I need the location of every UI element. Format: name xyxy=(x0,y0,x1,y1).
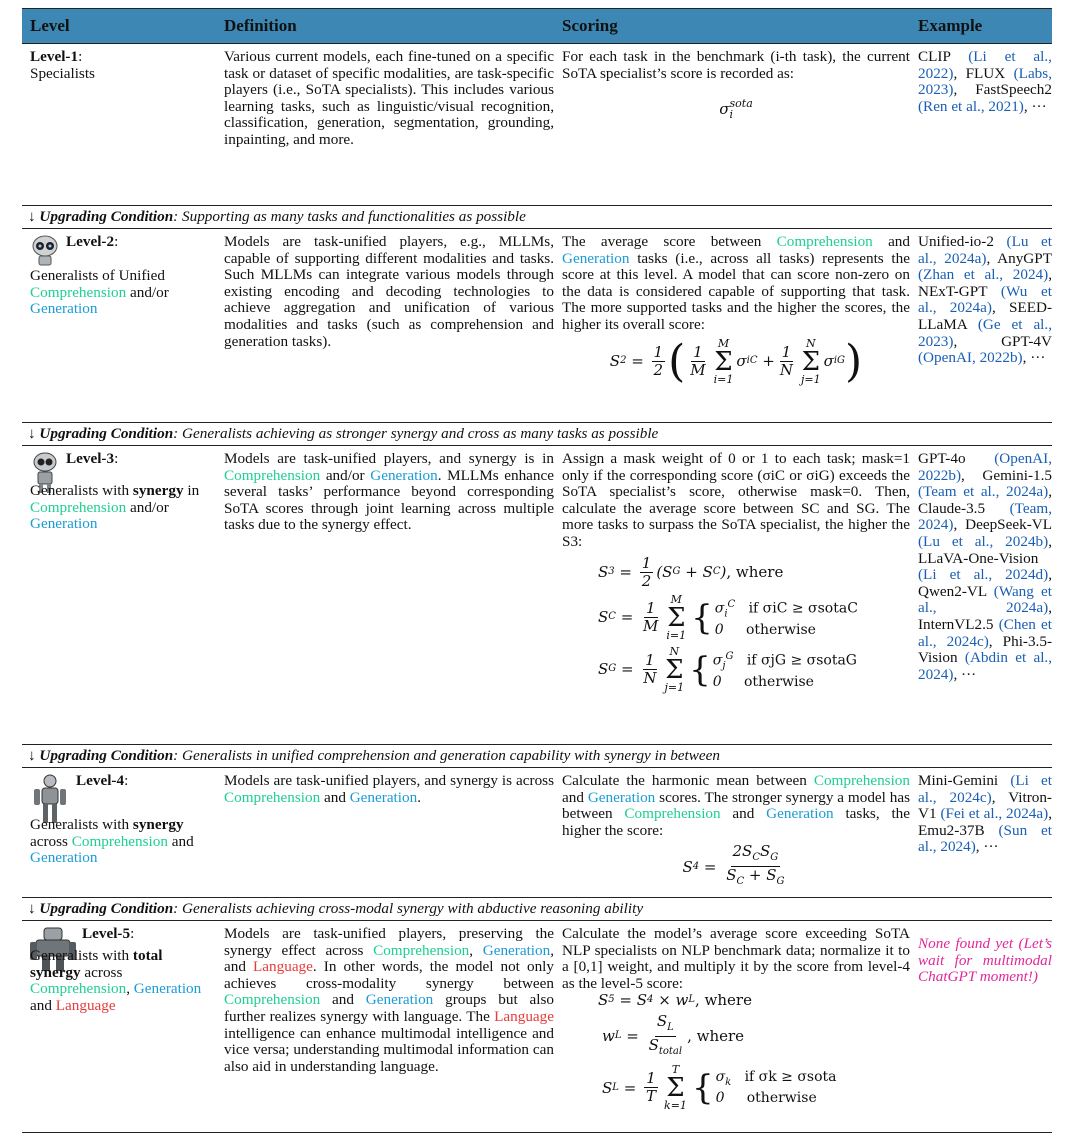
header-scoring: Scoring xyxy=(562,15,618,35)
level-3-definition: Models are task-unified players, and synergy is in Comprehension and/or Generation. MLLMs enhance several tasks’ performance beyond corresponding SoTA scores through joint learning across multiple tasks due to the synergy effect. xyxy=(224,450,554,534)
level-5-definition: Models are task-unified players, preserving the synergy effect across Comprehension, Generation, and Language. In other words, the model not only achieves cross-modality synergy between Comprehension and Generation groups but also further realizes synergy with language. The Language intelligence can enhance multimodal intelligence and vice versa; understanding multimodal information can also aid in understanding language. xyxy=(224,925,555,1075)
level-1-title: Level-1 xyxy=(30,48,79,65)
level-2-robot-icon xyxy=(30,234,60,266)
level-1-examples: CLIP (Li et al., 2022), FLUX (Labs, 2023), FastSpeech2 (Ren et al., 2021), ··· xyxy=(918,48,1052,115)
header-example: Example xyxy=(918,15,983,35)
level-3-examples: GPT-4o (OpenAI, 2022b), Gemini-1.5 (Team et al., 2024a), Claude-3.5 (Team, 2024), DeepSeek-VL (Lu et al., 2024b), LLaVA-One-Vision (Li et al., 2024d), Qwen2-VL (Wang et al., 2024a), InternVL2.5 (Chen et al., 2024c), Phi-3.5-Vision (Abdin et al., 2024), ··· xyxy=(918,450,1053,683)
level-3-scoring: Assign a mask weight of 0 or 1 to each task; mask=1 only if the corresponding score (σiC or σiG) exceeds the SoTA specialist’s score, otherwise mask=0. Then, calculate the average score between SC and SG. The more tasks to surpass the SoTA specialist, the higher the S3: xyxy=(562,450,910,550)
level-3-subtitle: Generalists with synergy in Comprehension and/or Generation xyxy=(30,482,200,533)
level-5-formula-s5: S 5 = S 4 × w L , where xyxy=(598,991,752,1010)
table-header xyxy=(22,8,1052,44)
level-3-formula-sg: S G = $\frac{1}{N}$ N Σ j=1 { $\sigma_j^G$ if σjG ≥ σsotaG 0 otherwise xyxy=(598,644,857,694)
level-1-row: Level-1: Specialists Various current models, each fine-tuned on a specific task or dataset of specific modalities, are task-specific players (i.e., SoTA specialists). This includes various learning tasks, such as linguistic/visual recognition, classification, generation, segmentation, grounding, inpainting, and more. For each task in the benchmark (i-th task), the current SoTA specialist’s score is recorded as: σ sota i CLIP (Li et al., 2022), FLUX (Labs, 2023), FastSpeech2 (Ren et al., 2021), ··· xyxy=(22,44,1052,206)
level-3-title: Level-3 xyxy=(66,450,115,467)
level-1-definition: Various current models, each fine-tuned on a specific task or dataset of specific modalities, are task-specific players (i.e., SoTA specialists). This includes various learning tasks, such as linguistic/visual recognition, classification, generation, segmentation, grounding, inpainting, and more. xyxy=(224,48,554,148)
level-1-formula: σ sota i xyxy=(719,97,753,122)
level-1-subtitle: Specialists xyxy=(30,64,95,82)
upgrading-condition-4: ↓ Upgrading Condition : Generalists achieving cross-modal synergy with abductive reasoning ability xyxy=(22,898,1052,921)
upgrading-condition-3: ↓ Upgrading Condition : Generalists in unified comprehension and generation capability with synergy in between xyxy=(22,745,1052,768)
level-5-subtitle: Generalists with total synergy across Comprehension, Generation and Language xyxy=(30,947,202,1014)
level-5-formula-wl: w L = $\frac{S_L}{S_{total}}$ , where xyxy=(602,1011,745,1057)
level-4-examples: Mini-Gemini (Li et al., 2024c), Vitron-V1 (Fei et al., 2024a), Emu2-37B (Sun et al., 2024), ··· xyxy=(918,772,1053,856)
level-4-definition: Models are task-unified players, and synergy is across Comprehension and Generation. xyxy=(224,772,554,806)
level-4-row: Level-4: Generalists with synergy across Comprehension and Generation Models are task-unified players, and synergy is across Comprehension and Generation. Calculate the harmonic mean between Comprehension and Generation scores. The stronger synergy a model has between Comprehension and Generation tasks, the higher the score: S 4 = $\frac{2S_CS_G}{S_C + S_G}$ Mini-Gemini (Li et al., 2024c), Vitron-V1 (Fei et al., 2024a), Emu2-37B (Sun et al., 2024), ··· xyxy=(22,768,1052,898)
level-5-title: Level-5 xyxy=(82,925,131,942)
level-2-definition: Models are task-unified players, e.g., MLLMs, capable of supporting different modalities and tasks. Such MLLMs can integrate various models through existing encoding and decoding technologies to achieve aggregation and unification of various modalities and tasks (such as comprehension and generation tasks). xyxy=(224,233,554,350)
level-2-formula: S 2 = $\frac{1}{2}$ ( $\frac{1}{M}$ M Σ i=1 σ i C + $\frac{1}{N}$ N Σ j=1 σ i G ) xyxy=(609,335,863,387)
level-2-title: Level-2 xyxy=(66,233,115,250)
level-2-subtitle: Generalists of Unified Comprehension and/or Generation xyxy=(30,267,169,318)
level-5-example: None found yet (Let’s wait for multimodal ChatGPT moment!) xyxy=(918,935,1052,986)
level-4-title: Level-4 xyxy=(76,772,125,789)
level-3-formula-s3: S 3 = $\frac{1}{2}$ (S G + S C ) , where xyxy=(598,553,784,590)
header-definition: Definition xyxy=(224,15,297,35)
level-4-scoring: Calculate the harmonic mean between Comprehension and Generation scores. The stronger synergy a model has between Comprehension and Generation tasks, the higher the score: xyxy=(562,772,910,839)
header-level: Level xyxy=(30,15,70,35)
levels-table xyxy=(22,8,1052,1133)
level-2-scoring: The average score between Comprehension and Generation tasks (i.e., across all tasks) represents the score at this level. A model that can score non-zero on the data is considered capable of supporting that task. The more supported tasks and the higher the scores, the higher its overall score: xyxy=(562,233,910,333)
level-3-formula-sc: S C = $\frac{1}{M}$ M Σ i=1 { $\sigma_i^C$ if σiC ≥ σsotaC 0 otherwise xyxy=(598,592,858,642)
level-1-scoring: For each task in the benchmark (i-th task), the current SoTA specialist’s score is recorded as: xyxy=(562,48,910,82)
upgrading-condition-1: ↓ Upgrading Condition : Supporting as many tasks and functionalities as possible xyxy=(22,206,1052,229)
level-5-scoring: Calculate the model’s average score exceeding SoTA NLP specialists on NLP benchmark data; normalize it to a [0,1] weight, and multiply it by the score from level-4 as the level-5 score: xyxy=(562,925,910,992)
level-5-formula-sl: S L = $\frac{1}{T}$ T Σ k=1 { $\sigma_k$ if σk ≥ σsota 0 otherwise xyxy=(602,1062,837,1112)
level-3-row: Level-3: Generalists with synergy in Comprehension and/or Generation Models are task-unified players, and synergy is in Comprehension and/or Generation. MLLMs enhance several tasks’ performance beyond corresponding SoTA scores through joint learning across multiple tasks due to the synergy effect. Assign a mask weight of 0 or 1 to each task; mask=1 only if the corresponding score (σiC or σiG) exceeds the SoTA specialist’s score, otherwise mask=0. Then, calculate the average score between SC and SG. The more tasks to surpass the SoTA specialist, the higher the S3: S 3 = $\frac{1}{2}$ (S G + S C ) , where S C = $\frac{1}{M}$ M Σ i=1 { $\sigma_i^C$ if σiC ≥ σsotaC 0 otherwise S G = $\frac{1}{N}$ N Σ j=1 { $\sigma_j^G$ if σjG ≥ σsotaG 0 otherwise GPT-4o (OpenAI, 2022b), Gemini-1.5 (Team et al., 2024a), Claude-3.5 (Team, 2024), DeepSeek-VL (Lu et al., 2024b), LLaVA-One-Vision (Li et al., 2024d), Qwen2-VL (Wang et al., 2024a), InternVL2.5 (Chen et al., 2024c), Phi-3.5-Vision (Abdin et al., 2024), ··· xyxy=(22,446,1052,745)
level-2-row: Level-2: Generalists of Unified Comprehension and/or Generation Models are task-unified players, e.g., MLLMs, capable of supporting different modalities and tasks. Such MLLMs can integrate various models through existing encoding and decoding technologies to achieve aggregation and unification of various modalities and tasks (such as comprehension and generation tasks). The average score between Comprehension and Generation tasks (i.e., across all tasks) represents the score at this level. A model that can score non-zero on the data is considered capable of supporting that task. The more supported tasks and the higher the scores, the higher its overall score: S 2 = $\frac{1}{2}$ ( $\frac{1}{M}$ M Σ i=1 σ i C + $\frac{1}{N}$ N Σ j=1 σ i G ) Unified-io-2 (Lu et al., 2024a), AnyGPT (Zhan et al., 2024), NExT-GPT (Wu et al., 2024a), SEED-LLaMA (Ge et al., 2023), GPT-4V (OpenAI, 2022b), ··· xyxy=(22,229,1052,423)
upgrading-condition-2: ↓ Upgrading Condition : Generalists achieving as stronger synergy and cross as many tasks as possible xyxy=(22,423,1052,446)
level-4-formula: S 4 = $\frac{2S_CS_G}{S_C + S_G}$ xyxy=(682,842,785,888)
level-4-subtitle: Generalists with synergy across Comprehension and Generation xyxy=(30,816,194,867)
level-2-examples: Unified-io-2 (Lu et al., 2024a), AnyGPT (Zhan et al., 2024), NExT-GPT (Wu et al., 2024a), SEED-LLaMA (Ge et al., 2023), GPT-4V (OpenAI, 2022b), ··· xyxy=(918,233,1053,367)
level-5-row: Level-5: Generalists with total synergy across Comprehension, Generation and Language Models are task-unified players, preserving the synergy effect across Comprehension, Generation, and Language. In other words, the model not only achieves cross-modality synergy between Comprehension and Generation groups but also further realizes synergy with language. The Language intelligence can enhance multimodal intelligence and vice versa; understanding multimodal information can also aid in understanding language. Calculate the model’s average score exceeding SoTA NLP specialists on NLP benchmark data; normalize it to a [0,1] weight, and multiply it by the score from level-4 as the level-5 score: S 5 = S 4 × w L , where w L = $\frac{S_L}{S_{total}}$ , where S L = $\frac{1}{T}$ T Σ k=1 { $\sigma_k$ if σk ≥ σsota 0 otherwise None found yet (Let’s wait for multimodal ChatGPT moment!) xyxy=(22,921,1052,1133)
